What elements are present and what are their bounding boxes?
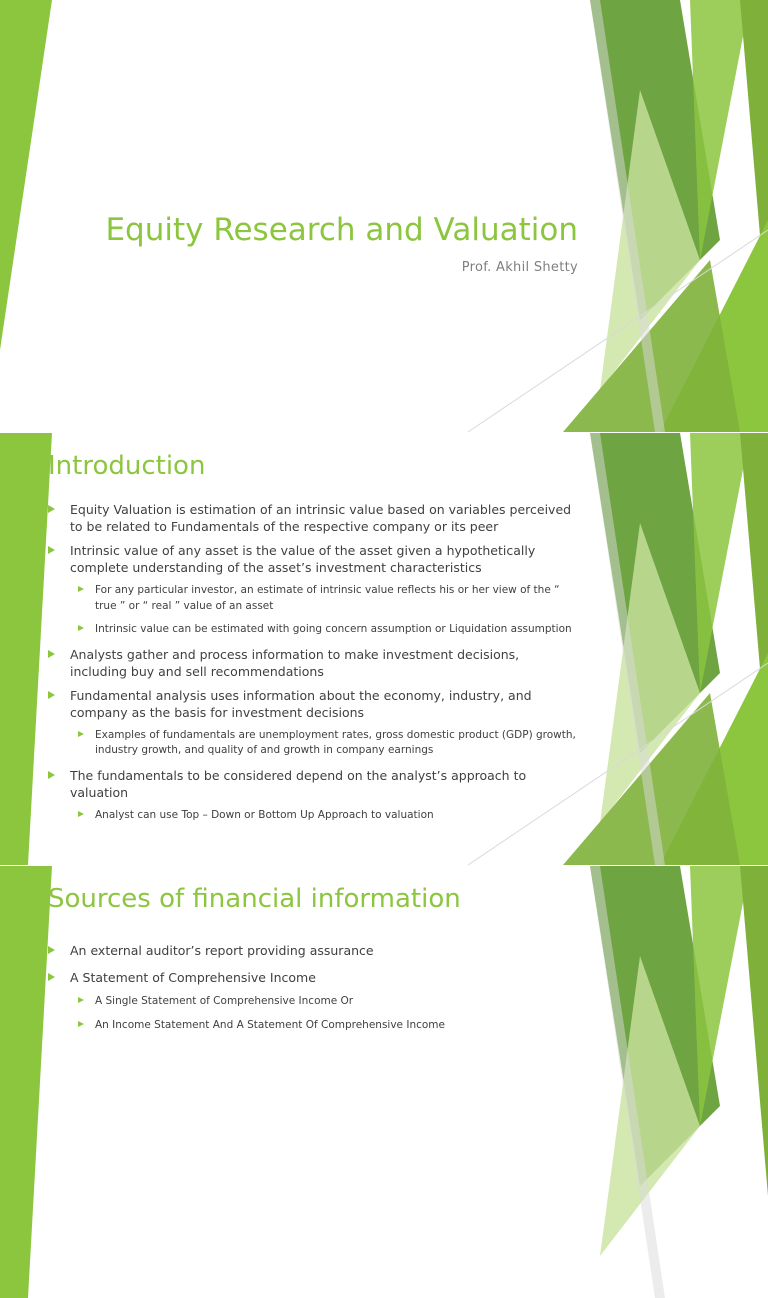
- bullet-text: Examples of fundamentals are unemployment rates, gross domestic product (GDP) growth, industry growth, and quality of and growth in company earnings: [95, 728, 576, 756]
- list-item: [48, 622, 578, 638]
- bullet-text: Fundamental analysis uses information about the economy, industry, and company as the basis for investment decisions: [70, 687, 532, 720]
- list-item: [48, 1018, 578, 1034]
- list-item: [48, 942, 578, 959]
- bullet-arrow-icon: [78, 731, 84, 737]
- right-accent-shape: [690, 866, 750, 1126]
- bullet-text: Equity Valuation is estimation of an intrinsic value based on variables perceived to be related to Fundamentals of the respective company or its peer: [70, 502, 572, 534]
- bullet-arrow-icon: [48, 973, 55, 981]
- list-item: [48, 994, 578, 1010]
- bullet-arrow-icon: [48, 650, 55, 658]
- right-accent-shape: [690, 433, 750, 693]
- bullet-text: A Single Statement of Comprehensive Income Or: [95, 995, 354, 1007]
- bullet-text: An Income Statement And A Statement Of Comprehensive Income: [95, 1018, 445, 1031]
- right-accent-shape: [740, 866, 768, 1196]
- bullet-arrow-icon: [48, 946, 55, 954]
- bullet-list: [48, 501, 578, 831]
- bullet-arrow-icon: [78, 586, 84, 592]
- bullet-text: A Statement of Comprehensive Income: [70, 970, 316, 985]
- bullet-arrow-icon: [78, 1021, 84, 1027]
- bullet-text: Intrinsic value of any asset is the value of the asset given a hypothetically complete understanding of the asset’s investment characteristics: [70, 543, 536, 575]
- bullet-arrow-icon: [48, 546, 55, 554]
- presentation-title: Equity Research and Valuation: [105, 212, 578, 248]
- list-item: [48, 687, 578, 721]
- title-slide: [0, 0, 768, 432]
- bullet-arrow-icon: [48, 691, 55, 699]
- list-item: [48, 808, 578, 824]
- bullet-text: Analyst can use Top – Down or Bottom Up Approach to valuation: [95, 808, 434, 821]
- list-item: [48, 728, 578, 759]
- bullet-text: For any particular investor, an estimate of intrinsic value reflects his or her view of the “ true ” or “ real ” value of an asset: [95, 584, 560, 612]
- bullet-text: Intrinsic value can be estimated with going concern assumption or Liquidation assumption: [95, 623, 572, 635]
- bullet-arrow-icon: [78, 811, 84, 817]
- bullet-text: Analysts gather and process information to make investment decisions, including buy and sell recommendations: [70, 646, 520, 679]
- list-item: [48, 969, 578, 986]
- list-item: [48, 542, 578, 576]
- right-accent-shape: [690, 0, 750, 260]
- bullet-arrow-icon: [48, 505, 55, 513]
- content-slide-sources: [0, 866, 768, 1031]
- content-slide-introduction: [0, 433, 768, 865]
- left-accent-shape: [0, 866, 52, 1298]
- slide-decoration: [0, 866, 768, 1298]
- bullet-list: [48, 942, 578, 1041]
- left-accent-shape: [0, 0, 52, 350]
- list-item: [48, 501, 578, 535]
- bullet-arrow-icon: [78, 997, 84, 1003]
- bullet-arrow-icon: [78, 625, 84, 631]
- bullet-arrow-icon: [48, 771, 55, 779]
- slide-heading: Sources of financial information: [48, 884, 461, 914]
- presentation-subtitle: Prof. Akhil Shetty: [461, 260, 578, 275]
- list-item: [48, 767, 578, 801]
- bullet-text: An external auditor’s report providing assurance: [70, 943, 374, 958]
- list-item: [48, 583, 578, 614]
- list-item: [48, 646, 578, 680]
- bullet-text: The fundamentals to be considered depend on the analyst’s approach to valuation: [70, 767, 527, 800]
- left-accent-shape: [0, 433, 52, 865]
- slide-heading: Introduction: [48, 451, 206, 481]
